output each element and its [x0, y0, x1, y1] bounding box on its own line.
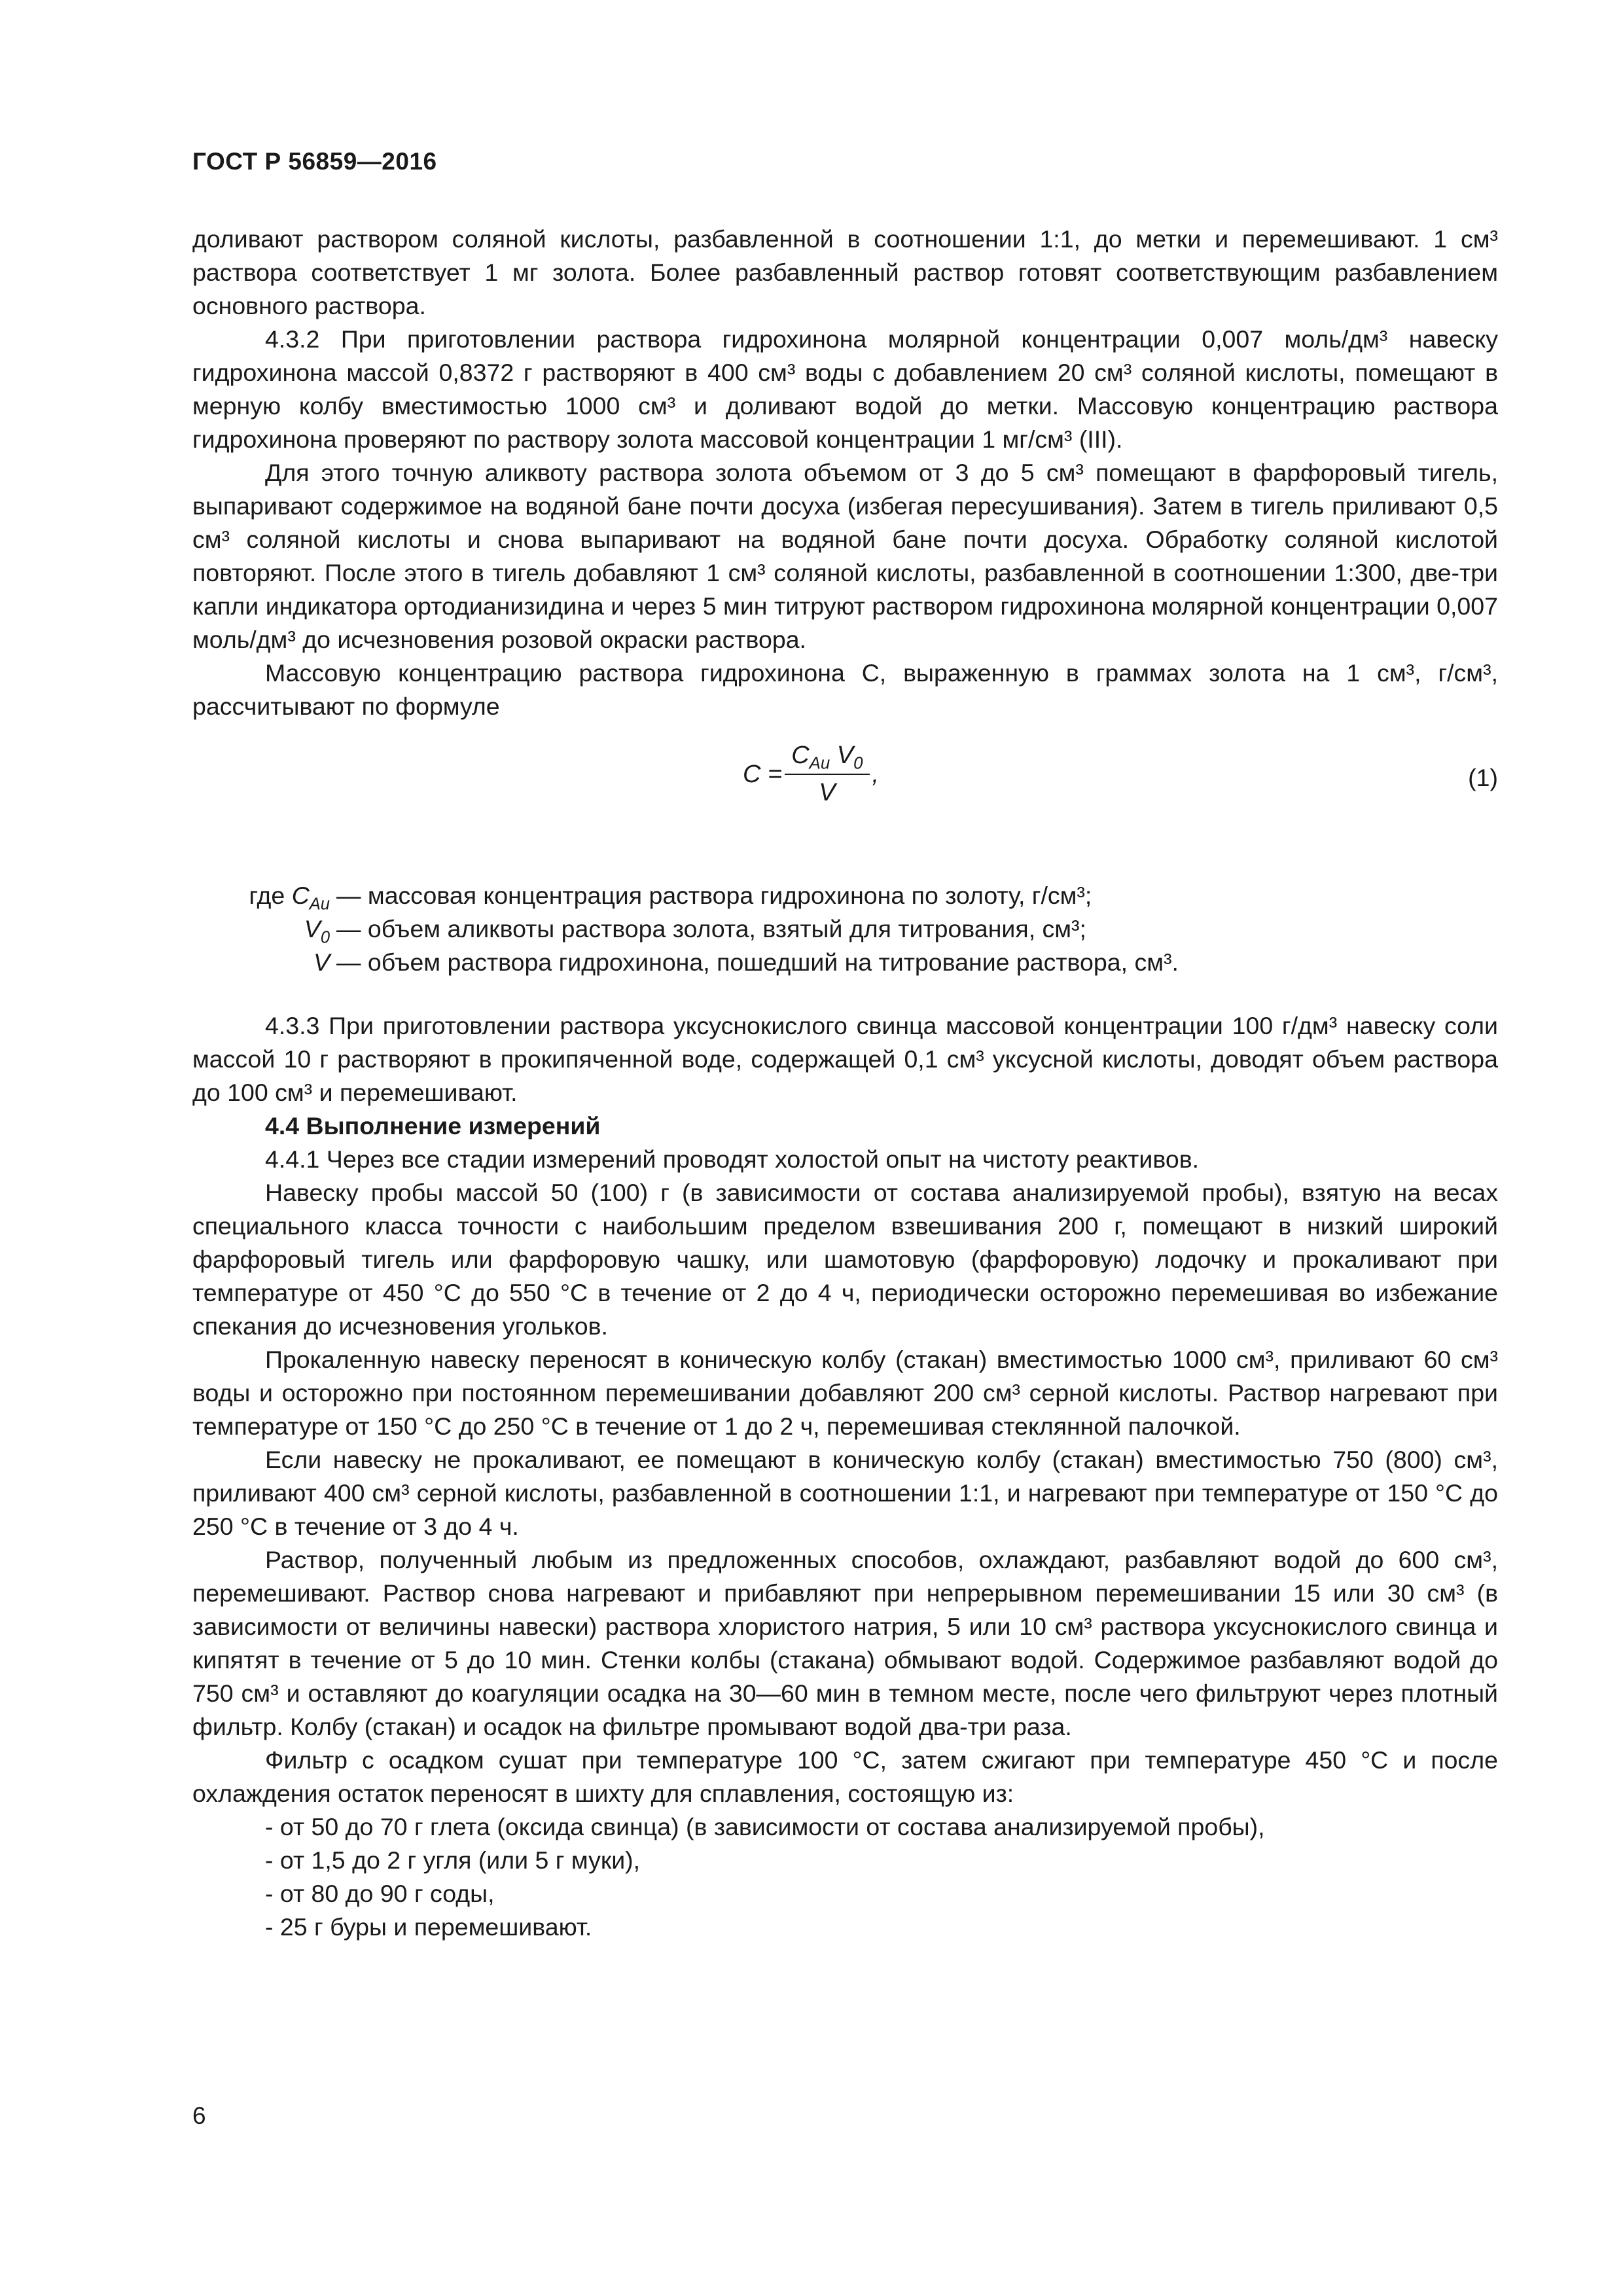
paragraph: Раствор, полученный любым из предложенных способов, охлаждают, разбавляют водой до 600 см³, перемешивают. Раствор снова нагревают и прибавляют при непрерывном перемешивании 15 или 30 см³ (в зависимости от величины навески) раствора хлористого натрия, 5 или 10 см³ раствора уксуснокислого свинца и кипятят в течение от 5 до 10 мин. Стенки колбы (стакана) обмывают водой. Содержимое разбавляют водой до 750 см³ и оставляют до коагуляции осадка на 30—60 мин в темном месте, после чего фильтруют через плотный фильтр. Колбу (стакан) и осадок на фильтре промывают водой два-три раза.: [192, 1546, 1498, 1740]
formula-denominator: V: [819, 779, 836, 806]
paragraph: Навеску пробы массой 50 (100) г (в зависимости от состава анализируемой пробы), взятую на весах специального класса точности с наибольшим пределом взвешивания 200 г, помещают в низкий широкий фарфоровый тигель или фарфоровую чашку, или шамотовую (фарфоровую) лодочку и прокаливают при температуре от 450 °C до 550 °C в течение от 2 до 4 ч, периодически осторожно перемешивая во избежание спекания до исчезновения угольков.: [192, 1179, 1498, 1340]
list-item: - от 80 до 90 г соды,: [265, 1880, 495, 1907]
legend-symbol: $V_0$: [304, 915, 330, 947]
document-header: ГОСТ Р 56859—2016: [192, 148, 437, 175]
formula-number: (1): [1468, 764, 1498, 791]
page-number: 6: [192, 2102, 206, 2129]
paragraph: доливают раствором соляной кислоты, разбавленной в соотношении 1:1, до метки и перемешивают. 1 см³ раствора соответствует 1 мг золота. Более разбавленный раствор готовят соответствующим разбавлением основного раствора.: [192, 225, 1498, 319]
legend-symbol: V: [313, 948, 330, 976]
legend-row: [192, 912, 1498, 946]
formula-legend: [192, 879, 1498, 979]
paragraph: Если навеску не прокаливают, ее помещают в коническую колбу (стакан) вместимостью 750 (800) см³, приливают 400 см³ серной кислоты, разбавленной в соотношении 1:1, и нагревают при температуре от 150 °C до 250 °C в течение от 3 до 4 ч.: [192, 1446, 1498, 1540]
paragraph-4-4-1: 4.4.1 Через все стадии измерений проводят холостой опыт на чистоту реактивов.: [265, 1145, 1200, 1173]
formula-1: [743, 739, 879, 810]
legend-text: — массовая концентрация раствора гидрохинона по золоту, г/см³;: [336, 882, 1092, 909]
legend-row: [192, 879, 1498, 912]
paragraph: Прокаленную навеску переносят в коническую колбу (стакан) вместимостью 1000 см³, приливают 60 см³ воды и осторожно при постоянном перемешивании добавляют 200 см³ серной кислоты. Раствор нагревают при температуре от 150 °C до 250 °C в течение от 1 до 2 ч, перемешивая стеклянной палочкой.: [192, 1346, 1498, 1440]
paragraph: Для этого точную аликвоту раствора золота объемом от 3 до 5 см³ помещают в фарфоровый тигель, выпаривают содержимое на водяной бане почти досуха (избегая пересушивания). Затем в тигель приливают 0,5 см³ соляной кислоты и снова выпаривают на водяной бане почти досуха. Обработку соляной кислотой повторяют. После этого в тигель добавляют 1 см³ соляной кислоты, разбавленной в соотношении 1:300, две-три капли индикатора ортодианизидина и через 5 мин титруют раствором гидрохинона молярной концентрации 0,007 моль/дм³ до исчезновения розовой окраски раствора.: [192, 459, 1498, 653]
legend-text: — объем раствора гидрохинона, пошедший на титрование раствора, см³.: [336, 948, 1179, 976]
paragraph-4-3-3: 4.3.3 При приготовлении раствора уксуснокислого свинца массовой концентрации 100 г/дм³ навеску соли массой 10 г растворяют в прокипяченной воде, содержащей 0,1 см³ уксусной кислоты, доводят объем раствора до 100 см³ и перемешивают.: [192, 1012, 1498, 1106]
legend-symbol: где $C_{Au}$: [249, 882, 330, 914]
document-body: [192, 223, 1498, 1944]
formula-row: [192, 739, 1498, 837]
formula-lhs: C =: [743, 760, 783, 788]
section-title-4-4: 4.4 Выполнение измерений: [265, 1112, 601, 1139]
list-item: - от 50 до 70 г глета (оксида свинца) (в зависимости от состава анализируемой пробы),: [265, 1813, 1265, 1840]
legend-text: — объем аликвоты раствора золота, взятый для титрования, см³;: [336, 915, 1086, 942]
paragraph-4-3-2: 4.3.2 При приготовлении раствора гидрохинона молярной концентрации 0,007 моль/дм³ навеску гидрохинона массой 0,8372 г растворяют в 400 см³ воды с добавлением 20 см³ соляной кислоты, помещают в мерную колбу вместимостью 1000 см³ и доливают водой до метки. Массовую концентрацию раствора гидрохинона проверяют по раствору золота массовой концентрации 1 мг/см³ (III).: [192, 325, 1498, 453]
legend-row: [192, 946, 1498, 979]
list-item: - 25 г буры и перемешивают.: [265, 1913, 592, 1941]
formula-fraction: [785, 739, 869, 810]
paragraph: Массовую концентрацию раствора гидрохинона C, выраженную в граммах золота на 1 см³, г/см³, рассчитывают по формуле: [192, 659, 1498, 720]
formula-numerator: $C_{Au}$ $V_0$: [785, 739, 869, 775]
list-item: - от 1,5 до 2 г угля (или 5 г муки),: [265, 1846, 641, 1874]
paragraph: Фильтр с осадком сушат при температуре 100 °C, затем сжигают при температуре 450 °C и после охлаждения остаток переносят в шихту для сплавления, состоящую из:: [192, 1746, 1498, 1807]
formula-comma: ,: [872, 760, 880, 788]
composition-list: [192, 1810, 1498, 1944]
